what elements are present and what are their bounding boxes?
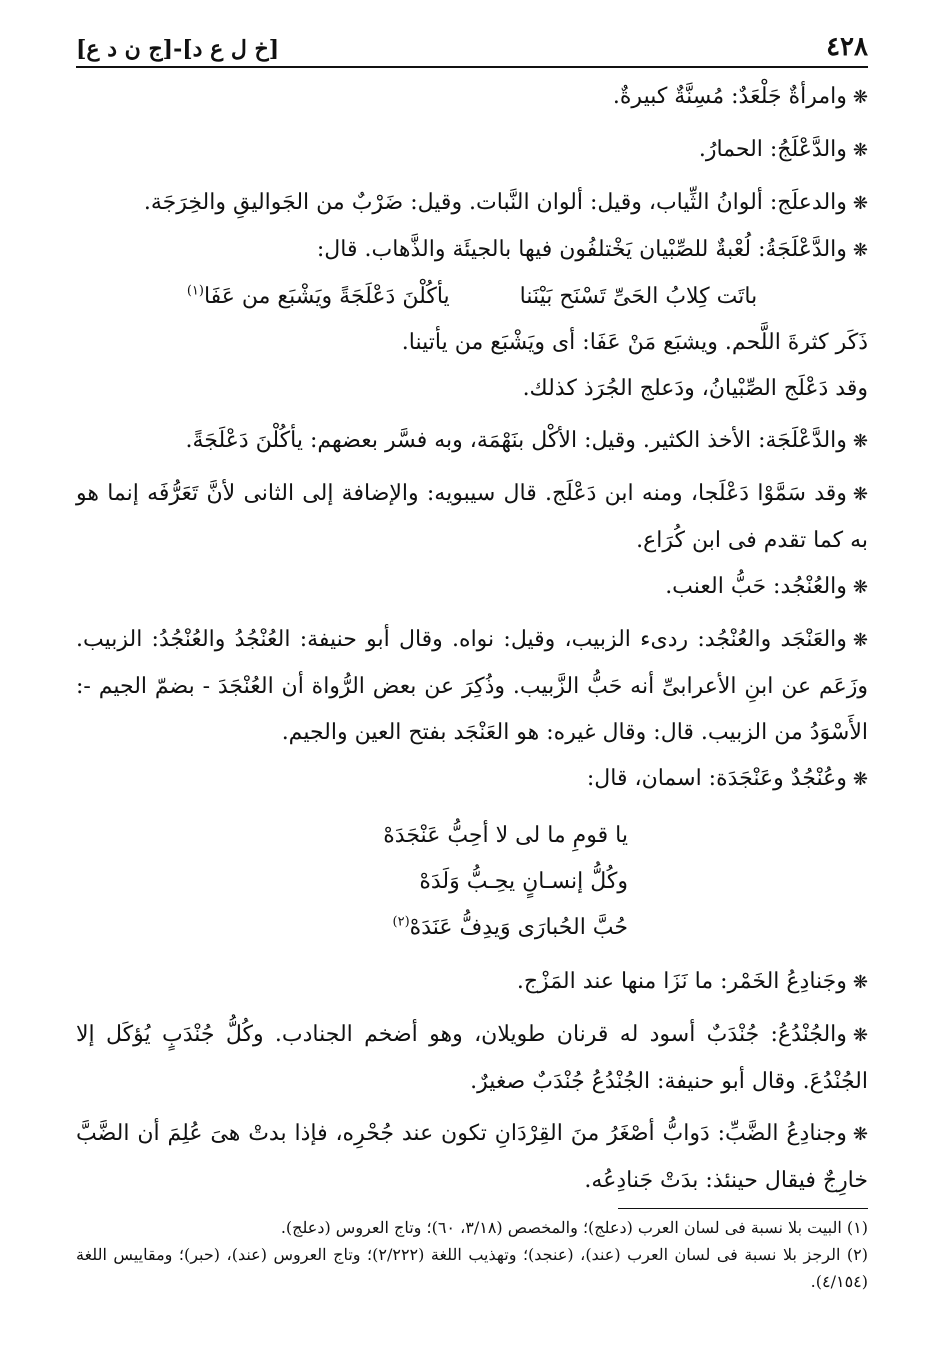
footnote-marker: (١) (186, 283, 204, 299)
entry-paragraph (76, 1012, 868, 1105)
entry-text: والجُنْدُعُ: جُنْدَبٌ أسود له قرنان طويلان، وهو أضخم الجنادب. وكُلُّ جُنْدَبٍ يُؤكَل إلا الجُنْدُعَ. وقال أبو حنيفة: الجُنْدُعُ جُنْدَبٌ صغيرٌ. (76, 1022, 868, 1094)
entry-paragraph (76, 227, 868, 274)
entry-star-icon: ❋ (852, 193, 868, 214)
footnote: (٢) الرجز بلا نسبة فى لسان العرب (عند)، (عنجد)؛ وتهذيب اللغة (٢/٢٢٢)؛ وتاج العروس (عند)، (حبر)؛ ومقاييس اللغة (٤/١٥٤). (76, 1245, 868, 1291)
entry-star-icon: ❋ (852, 577, 868, 598)
entry-star-icon: ❋ (852, 484, 868, 505)
verse-first-hemistich: باتَت كِلابُ الحَىِّ تَسْنَح بَيْنَنا (519, 284, 758, 309)
entry-paragraph (76, 756, 868, 803)
entry-star-icon: ❋ (852, 972, 868, 993)
verse-second-hemistich (187, 274, 450, 320)
entry-star-icon: ❋ (852, 140, 868, 161)
entry-paragraph (76, 1111, 868, 1204)
rajaz-line-text: حُبَّ الحُبارَى وَيدِفُّ عَنَدَهْ (409, 915, 628, 940)
entry-paragraph (76, 418, 868, 465)
entry-paragraph (76, 617, 868, 756)
rajaz-poem (76, 813, 868, 951)
entry-text: والعَنْجَد والعُنْجُد: ردىء الزبيب، وقيل: نواه. وقال أبو حنيفة: العُنْجُدُ والعُنْجُدُ: الزبيب. وزَعَم عن ابنِ الأعرابىِّ أنه حَبُّ الزَّبيب. وذُكِرَ عن بعض الرُّواة أن العُنْجَدَ - بضمّ الجيم -: الأَسْوَدُ من الزبيب. قال: وقال غيره: هو العَنْجَد بفتح العين والجيم. (76, 627, 868, 745)
entry-text: وجَنادِعُ الخَمْر: ما نَزَا منها عند المَزْج. (516, 969, 847, 994)
entry-text: وجنادِعُ الضَّبِّ: دَوابُّ أصْغَرُ منَ القِرْدَانِ تكون عند جُحْرِه، فإذا بدتْ هىَ عُلِمَ أن الضَّبَّ خارِجٌ فيقال حينئذ: بدَتْ جَنادِعُه. (76, 1121, 868, 1193)
footnote: (١) البيت بلا نسبة فى لسان العرب (دعلج)؛ والمخصص (٣/١٨، ٦٠)؛ وتاج العروس (دعلج). (280, 1218, 868, 1237)
entry-star-icon: ❋ (852, 630, 868, 651)
entry-text: والدَّعْلَجُ: الحمارُ. (698, 137, 847, 162)
entry-star-icon: ❋ (852, 431, 868, 452)
entry-text: والدَّعْلَجَة: الأخذ الكثير. وقيل: الأكْل بنَهْمَة، وبه فسَّر بعضهم: يأكُلْنَ دَعْلَجَةً. (185, 428, 847, 453)
entry-star-icon: ❋ (852, 1124, 868, 1145)
rajaz-line (76, 905, 628, 951)
entry-paragraph (76, 471, 868, 564)
entry-star-icon: ❋ (852, 1025, 868, 1046)
entry-paragraph (76, 180, 868, 227)
page-number: ٤٢٨ (826, 32, 868, 62)
entry-text: والدعلَج: ألوانُ الثِّياب، وقيل: ألوان النَّبات. وقيل: ضَرْبٌ من الجَواليقِ والخِرَجَة. (143, 190, 847, 215)
entry-text: وامرأةٌ جَلْعَدٌ: مُسِنَّةٌ كبيرةٌ. (612, 84, 847, 109)
commentary-paragraph: وقد دَعْلَج الصِّبْيانُ، ودَعلج الجُرَذ كذلك. (522, 376, 868, 401)
entry-paragraph (76, 127, 868, 174)
commentary-paragraph: ذَكَر كثرةَ اللَّحم. ويشبَع مَنْ عَفَا: أى ويَشْبَع من يأتينا. (401, 330, 868, 355)
entry-text: وعُنْجُدٌ وعَنْجَدَة: اسمان، قال: (586, 766, 847, 791)
entry-text: وقد سَمَّوْا دَعْلَجا، ومنه ابن دَعْلَج. قال سيبويه: والإضافة إلى الثانى لأنَّ تَعَرُّفَه إنما هو به كما تقدم فى ابن كُرَاع. (76, 481, 868, 553)
entry-star-icon: ❋ (852, 769, 868, 790)
page-body (76, 74, 868, 1204)
entry-paragraph (76, 564, 868, 611)
verse-second-text: يأكُلْنَ دَعْلَجَةً ويَشْبَع من عَفَا (203, 284, 450, 309)
entry-paragraph (76, 959, 868, 1006)
footnote-marker: (٢) (392, 914, 410, 930)
entry-text: والعُنْجُد: حَبُّ العنب. (665, 574, 847, 599)
entry-star-icon: ❋ (852, 87, 868, 108)
verse-line (76, 274, 868, 320)
footnote-separator (618, 1208, 868, 1209)
rajaz-line: يا قومِ ما لى لا أحِبُّ عَنْجَدَهْ (383, 823, 628, 848)
footnotes (76, 1214, 868, 1295)
rajaz-line: وكُلُّ إنسـانٍ يحِـبُّ وَلَدَهْ (419, 869, 628, 894)
entry-paragraph (76, 74, 868, 121)
entry-star-icon: ❋ (852, 240, 868, 261)
page-header (76, 22, 868, 68)
entry-text: والدَّعْلَجَةُ: لُعْبةٌ للصِّبْيان يَخْتلفُون فيها بالجيئَة والذَّهاب. قال: (316, 237, 847, 262)
running-head: [خ ل ع د]-[ج ن د ع] (76, 36, 280, 62)
